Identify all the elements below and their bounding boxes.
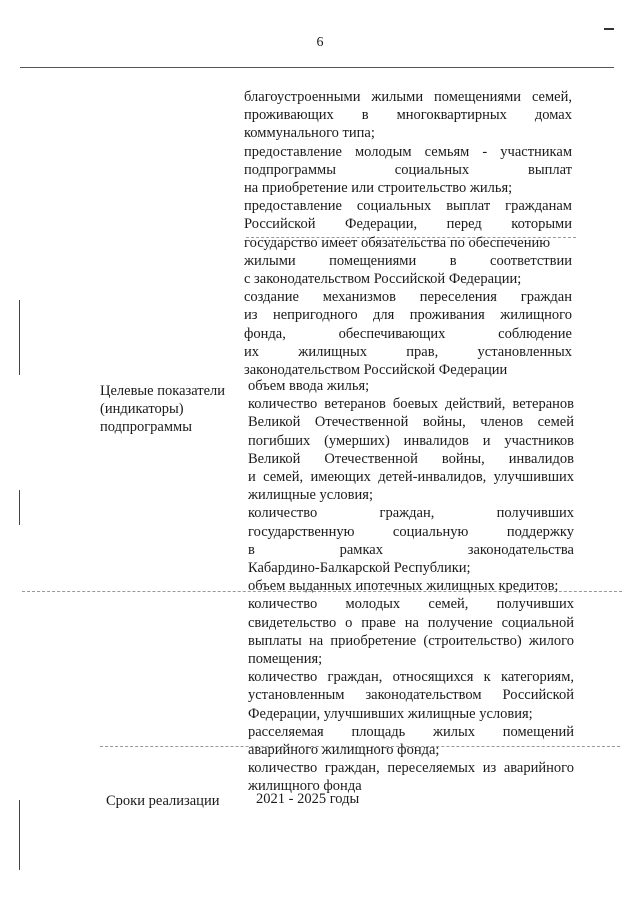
text-line: создание механизмов переселения граждан xyxy=(244,289,572,306)
text-line: из непригодного для проживания жилищного xyxy=(244,307,572,324)
term-value: 2021 - 2025 годы xyxy=(256,791,360,807)
text-line: количество молодых семей, получивших xyxy=(248,596,574,613)
goals-text-block xyxy=(244,88,572,379)
text-line: свидетельство о праве на получение социальной xyxy=(248,614,574,631)
targets-text-block xyxy=(248,377,574,796)
text-line: количество граждан, относящихся к категориям, xyxy=(248,669,574,686)
top-rule xyxy=(20,67,614,68)
scan-mark xyxy=(604,28,614,30)
targets-label-line: (индикаторы) xyxy=(100,401,184,417)
text-line: и семей, имеющих детей-инвалидов, улучшивших xyxy=(248,469,574,486)
text-line: количество граждан, получивших xyxy=(248,505,574,522)
text-line: Российской Федерации, перед которыми xyxy=(244,216,572,233)
text-line: Федерации, улучшивших жилищные условия; xyxy=(248,705,533,722)
text-line: количество граждан, переселяемых из аварийного xyxy=(248,760,574,777)
text-line: объем ввода жилья; xyxy=(248,378,370,394)
targets-label xyxy=(100,382,225,436)
text-line: коммунального типа; xyxy=(244,125,375,142)
text-line: жилищные условия; xyxy=(248,487,373,504)
targets-label-line: подпрограммы xyxy=(100,419,192,435)
text-line: погибших (умерших) инвалидов и участников xyxy=(248,432,574,449)
text-line: с законодательством Российской Федерации; xyxy=(244,271,522,288)
text-line: фонда, обеспечивающих соблюдение xyxy=(244,325,572,342)
text-line: объем выданных ипотечных жилищных кредитов; xyxy=(248,578,559,595)
left-border-mark xyxy=(19,490,20,525)
term-label: Сроки реализации xyxy=(106,793,220,809)
text-line: предоставление социальных выплат гражданам xyxy=(244,198,572,215)
text-line: на приобретение или строительство жилья; xyxy=(244,180,513,197)
text-line: в рамках законодательства xyxy=(248,541,574,558)
text-line: благоустроенными жилыми помещениями семей, xyxy=(244,89,572,105)
text-line: Великой Отечественной войны, инвалидов xyxy=(248,450,574,467)
text-line: установленным законодательством Российской xyxy=(248,687,574,704)
text-line: предоставление молодым семьям - участникам xyxy=(244,143,572,160)
text-line: аварийного жилищного фонда; xyxy=(248,742,440,759)
text-line: помещения; xyxy=(248,651,323,668)
text-line: Великой Отечественной войны, членов семей xyxy=(248,414,574,431)
text-line: подпрограммы социальных выплат xyxy=(244,161,572,178)
page-number: 6 xyxy=(316,35,324,50)
text-line: жилищного фонда xyxy=(248,778,362,795)
text-line: жилыми помещениями в соответствии xyxy=(244,252,572,269)
text-line: их жилищных прав, установленных xyxy=(244,343,572,360)
text-line: расселяемая площадь жилых помещений xyxy=(248,723,574,740)
text-line: государственную социальную поддержку xyxy=(248,523,574,540)
text-line: проживающих в многоквартирных домах xyxy=(244,107,572,124)
text-line: выплаты на приобретение (строительство) жилого xyxy=(248,632,574,649)
text-line: Кабардино-Балкарской Республики; xyxy=(248,560,471,577)
left-border-mark xyxy=(19,300,20,375)
text-line: количество ветеранов боевых действий, ветеранов xyxy=(248,396,574,413)
text-line: законодательством Российской Федерации xyxy=(244,362,508,379)
left-border-mark xyxy=(19,800,20,870)
targets-label-line: Целевые показатели xyxy=(100,383,226,399)
text-line: государство имеет обязательства по обеспечению xyxy=(244,234,551,251)
